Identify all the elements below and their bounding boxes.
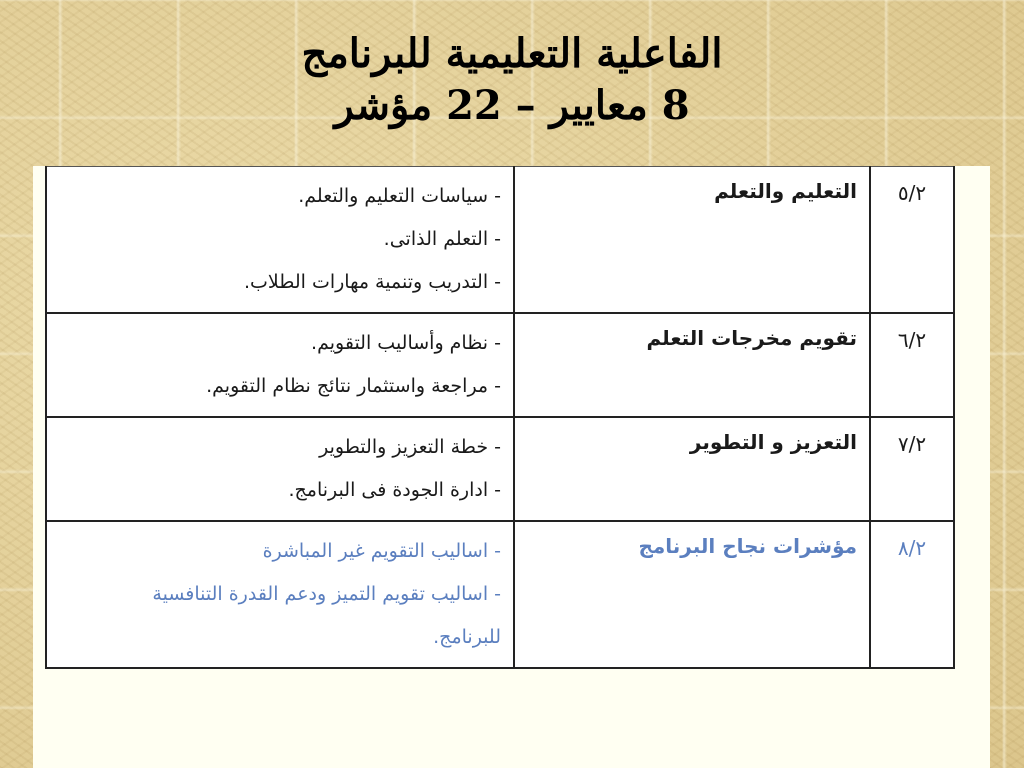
indicator-item: - ادارة الجودة فى البرنامج. bbox=[288, 479, 501, 501]
indicator-item: - نظام وأساليب التقويم. bbox=[311, 332, 501, 354]
indicator-item: - خطة التعزيز والتطوير bbox=[319, 436, 501, 458]
title-line-2: 8 معايير – 22 مؤشر bbox=[334, 82, 690, 129]
indicator-item: - التدريب وتنمية مهارات الطلاب. bbox=[244, 271, 501, 293]
indicators-cell bbox=[46, 417, 514, 521]
table-row bbox=[46, 417, 954, 521]
indicator-item: - التعلم الذاتى. bbox=[383, 228, 501, 250]
table-row bbox=[46, 167, 954, 314]
criteria-table bbox=[45, 166, 955, 669]
row-number: ٦/٢ bbox=[870, 313, 954, 417]
indicator-item: - اساليب تقويم التميز ودعم القدرة التنافسية bbox=[152, 583, 501, 605]
indicators-cell bbox=[46, 521, 514, 668]
row-number: ٥/٢ bbox=[870, 167, 954, 314]
criterion-name: التعزيز و التطوير bbox=[514, 417, 870, 521]
criterion-name: التعليم والتعلم bbox=[514, 167, 870, 314]
indicator-item: - اساليب التقويم غير المباشرة bbox=[262, 540, 501, 562]
indicator-item: - سياسات التعليم والتعلم. bbox=[298, 185, 501, 207]
title-line-1: الفاعلية التعليمية للبرنامج bbox=[301, 30, 723, 77]
indicator-item: - مراجعة واستثمار نتائج نظام التقويم. bbox=[206, 375, 501, 397]
indicator-item: للبرنامج. bbox=[433, 626, 501, 648]
table-row bbox=[46, 521, 954, 668]
indicators-cell bbox=[46, 313, 514, 417]
row-number: ٨/٢ bbox=[870, 521, 954, 668]
slide-title bbox=[0, 28, 1024, 132]
row-number: ٧/٢ bbox=[870, 417, 954, 521]
indicators-cell bbox=[46, 167, 514, 314]
table-row bbox=[46, 313, 954, 417]
criterion-name: تقويم مخرجات التعلم bbox=[514, 313, 870, 417]
criterion-name: مؤشرات نجاح البرنامج bbox=[514, 521, 870, 668]
